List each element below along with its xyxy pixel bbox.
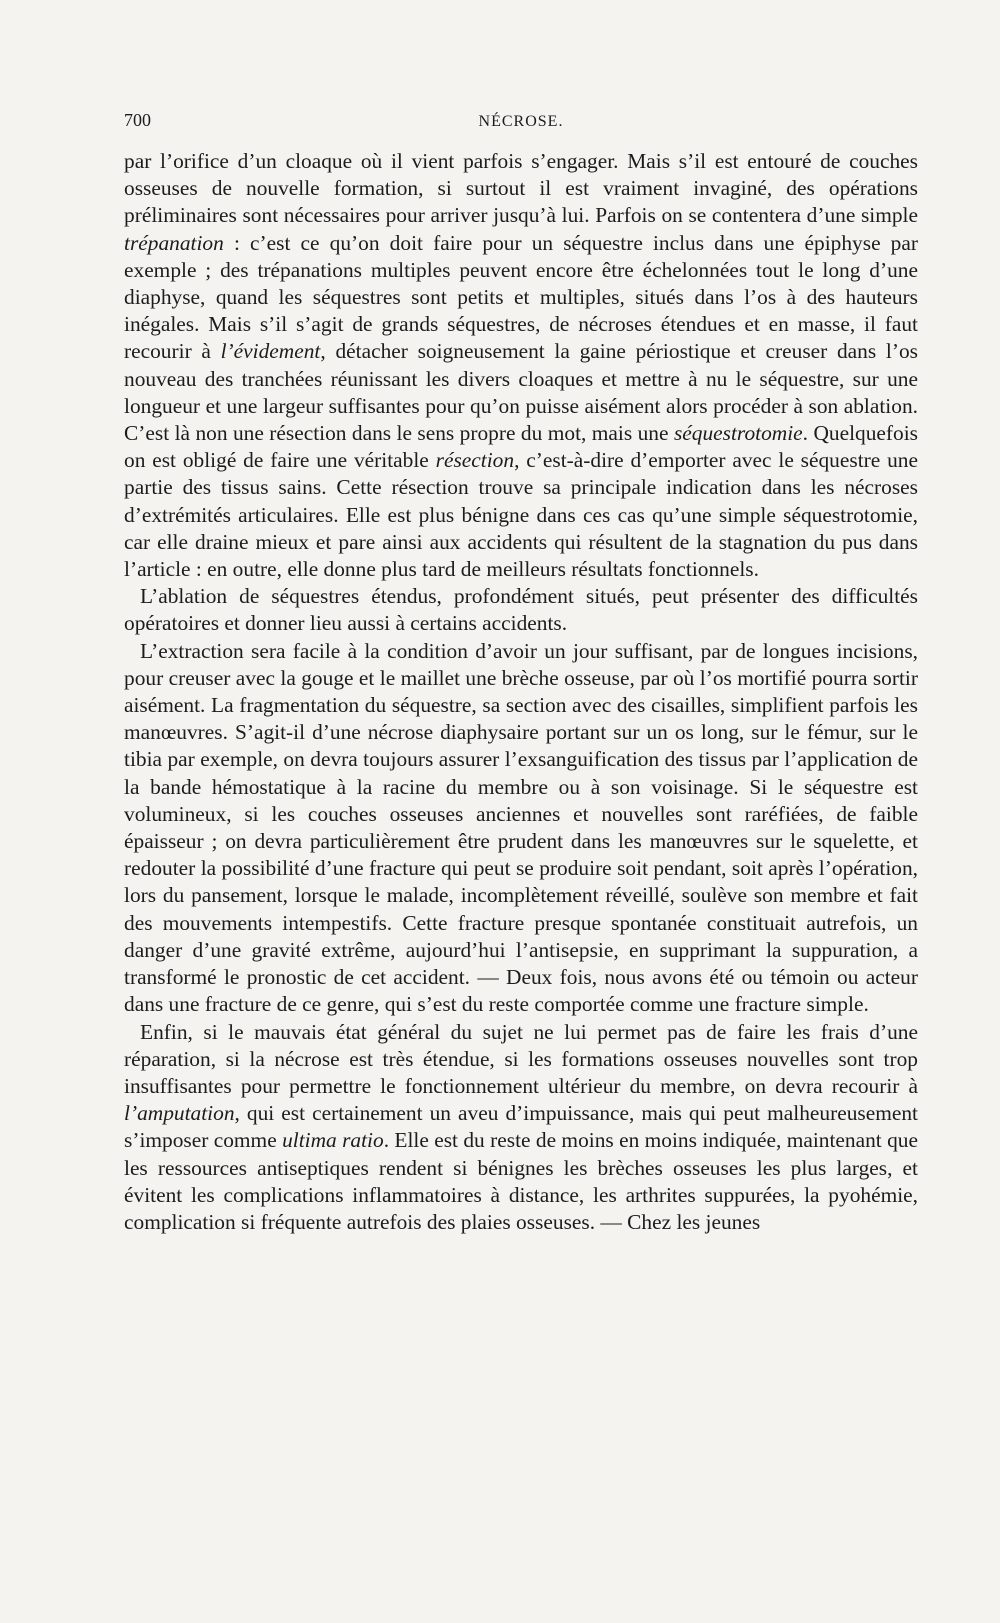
running-title: NÉCROSE. <box>478 113 564 130</box>
body-text <box>124 148 918 1236</box>
text-run: , détacher soigneusement la gaine périostique et creuser dans l’os nouveau des tranchées réunissant les divers cloaques et mettre à nu le séquestre, sur une longueur et une largeur suffisantes pour qu’on puisse aisément alors procéder à son ablation. C’est là non une résection dans le sens propre du mot, mais une <box>124 339 918 446</box>
text-run: L’ablation de séquestres étendus, profondément situés, peut présenter des difficultés opératoires et donner lieu aussi à certains accidents. <box>124 584 918 636</box>
text-run: , c’est-à-dire d’emporter avec le séquestre une partie des tissus sains. Cette résection trouve sa principale indication dans les nécroses d’extrémités articulaires. Elle est plus bénigne dans ces cas qu’une simple séquestrotomie, car elle draine mieux et pare ainsi aux accidents qui résultent de la stagnation du pus dans l’article : en outre, elle donne plus tard de meilleurs résultats fonctionnels. <box>124 448 918 582</box>
text-run: . Elle est du reste de moins en moins indiquée, maintenant que les ressources antiseptiques rendent si bénignes les brèches osseuses les plus larges, et évitent les complications inflammatoires à distance, les arthrites suppurées, la pyohémie, complication si fréquente autrefois des plaies osseuses. — Chez les jeunes <box>124 1128 918 1234</box>
text-run: , qui est certainement un aveu d’impuissance, mais qui peut malheureusement s’imposer comme <box>124 1101 918 1153</box>
text-run: Enfin, si le mauvais état général du sujet ne lui permet pas de faire les frais d’une réparation, si la nécrose est très étendue, si les formations osseuses nouvelles sont trop insuffisantes pour permettre le fonctionnement ultérieur du membre, on devra recourir à <box>124 1019 918 1098</box>
paragraph-1 <box>124 148 918 583</box>
italic-term: résection <box>435 448 515 473</box>
paragraph-4 <box>124 1019 918 1237</box>
text-run: L’extraction sera facile à la condition d’avoir un jour suffisant, par de longues incisions, pour creuser avec la gouge et le maillet une brèche osseuse, par où l’os mortifié pourra sortir aisément. La fragmentation du séquestre, sa section avec des cisailles, simplifient parfois les manœuvres. S’agit-il d’une nécrose diaphysaire portant sur un os long, sur le fémur, sur le tibia par exemple, on devra toujours assurer l’exsanguification des tissus par l’application de la bande hémostatique à la racine du membre ou à son voisinage. Si le séquestre est volumineux, si les couches osseuses anciennes et nouvelles sont raréfiées, de faible épaisseur ; on devra particulièrement être prudent dans les manœuvres sur le squelette, et redouter la possibilité d’une fracture qui peut se produire soit pendant, soit après l’opération, lors du pansement, lorsque le malade, incomplètement réveillé, soulève son membre et fait des mouvements intempestifs. Cette fracture presque spontanée constituait autrefois, un danger d’une gravité extrême, aujourd’hui l’antisepsie, en supprimant la suppuration, a transformé le pronostic de cet accident. — Deux fois, nous avons été ou témoin ou acteur dans une fracture de ce genre, qui s’est du reste comportée comme une fracture simple. <box>124 638 918 1017</box>
italic-term: l’évidement <box>220 339 321 364</box>
italic-term: séquestrotomie <box>673 421 803 446</box>
paragraph-3 <box>124 638 918 1019</box>
italic-term: ultima ratio <box>282 1128 384 1153</box>
page-header <box>124 110 918 138</box>
italic-term: l’amputation <box>124 1101 235 1126</box>
italic-term: trépanation <box>124 230 224 255</box>
text-run: par l’orifice d’un cloaque où il vient parfois s’engager. Mais s’il est entouré de couches osseuses de nouvelle formation, si surtout il est vraiment invaginé, des opérations préliminaires sont nécessaires pour arriver jusqu’à lui. Parfois on se contentera d’une simple <box>124 149 918 228</box>
text-run: . Quelquefois on est obligé de faire une véritable <box>124 421 918 473</box>
text-run: : c’est ce qu’on doit faire pour un séquestre inclus dans une épiphyse par exemple ; des trépanations multiples peuvent encore être échelonnées tout le long d’une diaphyse, quand les séquestres sont petits et multiples, situés dans l’os à des hauteurs inégales. Mais s’il s’agit de grands séquestres, de nécroses étendues et en masse, il faut recourir à <box>124 230 918 364</box>
paragraph-2 <box>124 583 918 637</box>
page-number: 700 <box>124 110 151 130</box>
